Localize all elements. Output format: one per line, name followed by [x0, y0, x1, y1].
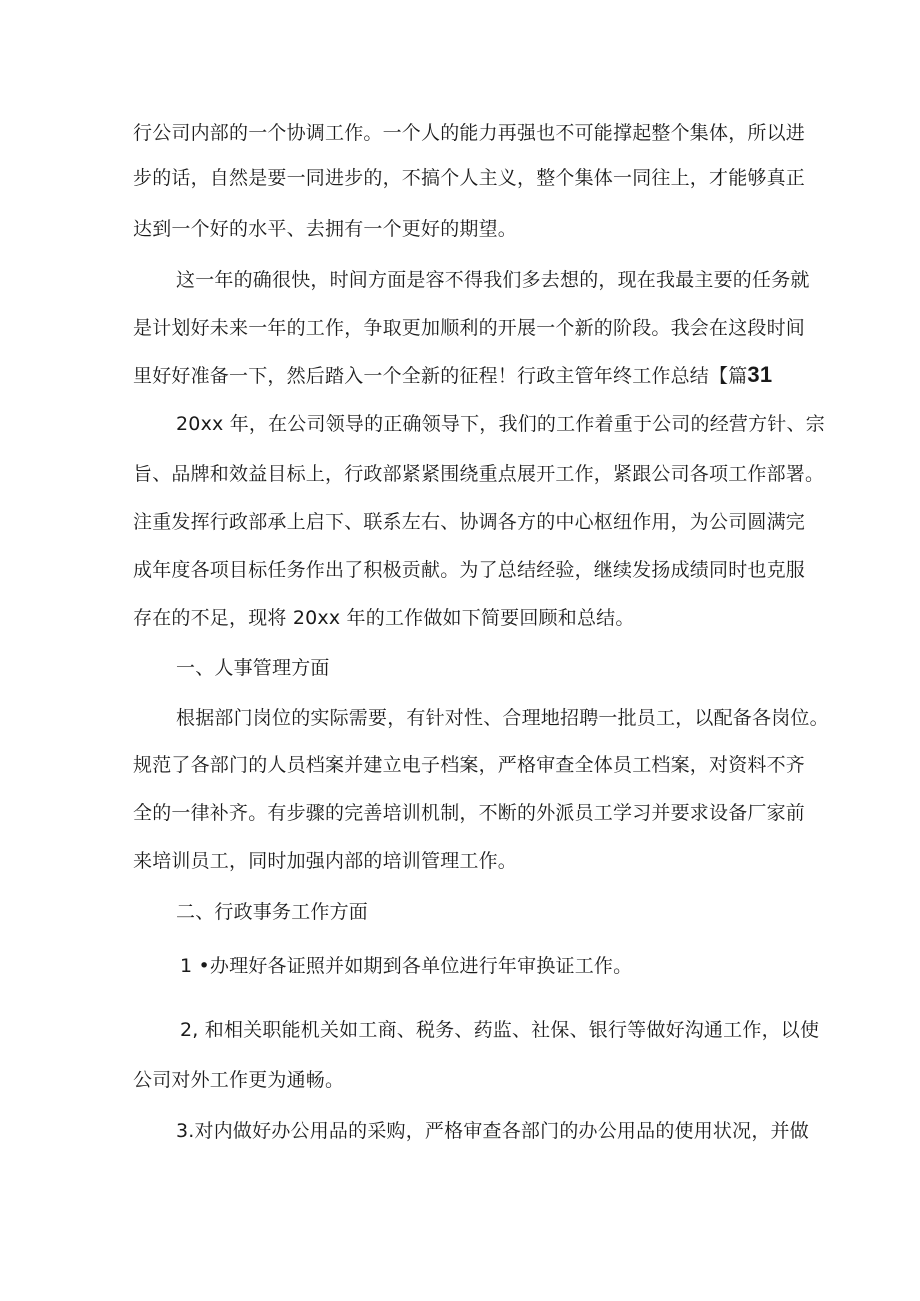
paragraph-line: 行公司内部的一个协调工作。一个人的能力再强也不可能撑起整个集体，所以进 [133, 122, 806, 144]
paragraph-line: 20xx 年，在公司领导的正确领导下，我们的工作着重于公司的经营方针、宗 [176, 413, 825, 435]
paragraph-line: 存在的不足，现将 20xx 年的工作做如下简要回顾和总结。 [133, 607, 635, 629]
paragraph-line: 步的话，自然是要一同进步的，不搞个人主义，整个集体一同往上，才能够真正 [133, 167, 806, 189]
paragraph-line: 成年度各项目标任务作出了积极贡献。为了总结经验，继续发扬成绩同时也克服 [133, 559, 806, 581]
section-heading: 一、人事管理方面 [176, 657, 330, 679]
list-item: 3.对内做好办公用品的采购，严格审查各部门的办公用品的使用状况，并做 [176, 1120, 809, 1142]
paragraph-line: 这一年的确很快，时间方面是容不得我们多去想的，现在我最主要的任务就 [176, 269, 810, 291]
list-item-continuation: 公司对外工作更为通畅。 [133, 1069, 345, 1091]
paragraph-line: 全的一律补齐。有步骤的完善培训机制，不断的外派员工学习并要求设备厂家前 [133, 802, 806, 824]
paragraph-line: 规范了各部门的人员档案并建立电子档案，严格审查全体员工档案，对资料不齐 [133, 754, 806, 776]
paragraph-line: 来培训员工，同时加强内部的培训管理工作。 [133, 850, 518, 872]
section-number: 31 [747, 362, 773, 387]
paragraph-line: 旨、品牌和效益目标上，行政部紧紧围绕重点展开工作，紧跟公司各项工作部署。 [133, 463, 825, 485]
paragraph-line: 达到一个好的水平、去拥有一个更好的期望。 [133, 218, 518, 240]
paragraph-line-with-section [133, 362, 772, 389]
paragraph-line: 是计划好未来一年的工作，争取更加顺利的开展一个新的阶段。我会在这段时间 [133, 317, 806, 339]
paragraph-line: 根据部门岗位的实际需要，有针对性、合理地招聘一批员工，以配备各岗位。 [176, 707, 829, 729]
list-item: 2, 和相关职能机关如工商、税务、药监、社保、银行等做好沟通工作，以使 [180, 1019, 820, 1041]
paragraph-line-text: 里好好准备一下，然后踏入一个全新的征程！行政主管年终工作总结【篇 [133, 365, 748, 387]
section-heading: 二、行政事务工作方面 [176, 901, 369, 923]
list-item: 1 •办理好各证照并如期到各单位进行年审换证工作。 [180, 955, 633, 977]
paragraph-line: 注重发挥行政部承上启下、联系左右、协调各方的中心枢纽作用，为公司圆满完 [133, 511, 806, 533]
